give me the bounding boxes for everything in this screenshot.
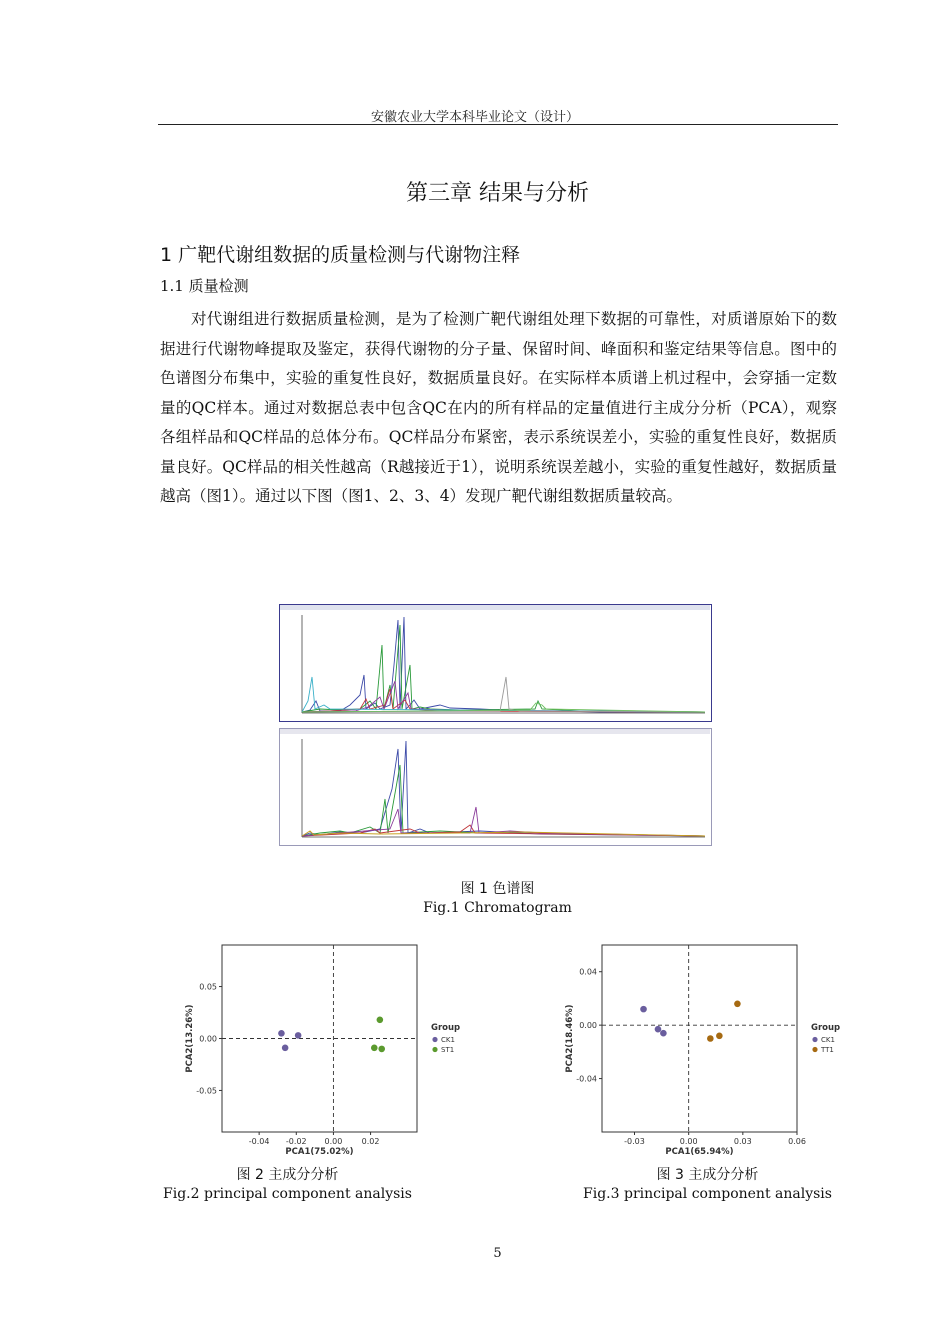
data-point-st1 xyxy=(378,1046,385,1053)
y-tick-label: 0.05 xyxy=(199,982,217,992)
chromatogram-panel-bottom xyxy=(279,728,712,846)
pca-chart-1 xyxy=(180,940,470,1162)
legend-swatch-st1 xyxy=(432,1047,437,1052)
y-tick-label: -0.04 xyxy=(576,1074,597,1084)
x-tick-label: 0.06 xyxy=(788,1137,806,1146)
section-title: 1 广靶代谢组数据的质量检测与代谢物注释 xyxy=(160,244,521,266)
figure2-caption-cn: 图 2 主成分分析 xyxy=(236,1167,339,1183)
figure3-caption-cn: 图 3 主成分分析 xyxy=(656,1167,759,1183)
legend-title: Group xyxy=(431,1023,461,1033)
x-tick-label: 0.03 xyxy=(733,1137,752,1146)
chromatogram-plot-bottom xyxy=(280,729,710,844)
data-point-ck1 xyxy=(295,1032,302,1039)
data-point-st1 xyxy=(377,1017,384,1024)
chapter-title: 第三章 结果与分析 xyxy=(406,181,589,206)
page-number: 5 xyxy=(493,1246,502,1261)
x-axis-label: PCA1(65.94%) xyxy=(665,1147,734,1157)
y-tick-label: 0.00 xyxy=(579,1021,597,1031)
x-tick-label: -0.04 xyxy=(248,1137,270,1146)
data-point-tt1 xyxy=(716,1033,723,1040)
legend-swatch-ck1 xyxy=(432,1037,437,1042)
header-rule xyxy=(158,124,838,125)
pca-chart-2 xyxy=(560,940,850,1162)
legend-label-tt1: TT1 xyxy=(821,1046,834,1054)
figure1-caption-cn: 图 1 色谱图 xyxy=(460,881,535,897)
y-tick-label: 0.04 xyxy=(579,967,597,977)
data-point-ck1 xyxy=(660,1030,667,1037)
legend-label-st1: ST1 xyxy=(441,1046,455,1054)
x-tick-label: 0.00 xyxy=(679,1137,698,1146)
y-tick-label: -0.05 xyxy=(196,1086,217,1096)
data-point-tt1 xyxy=(734,1000,741,1007)
y-axis-label: PCA2(13.26%) xyxy=(185,1004,195,1073)
chromatogram-figure xyxy=(279,604,712,848)
legend-swatch-tt1 xyxy=(812,1047,817,1052)
plot-frame xyxy=(602,945,797,1132)
figure1-caption-en: Fig.1 Chromatogram xyxy=(423,900,572,916)
figure3-caption-en: Fig.3 principal component analysis xyxy=(583,1186,832,1202)
chromatogram-plot-top xyxy=(280,605,710,720)
chromatogram-panel-top xyxy=(279,604,712,722)
subsection-title: 1.1 质量检测 xyxy=(160,277,249,295)
legend-label-ck1: CK1 xyxy=(441,1036,455,1044)
data-point-ck1 xyxy=(278,1030,285,1037)
legend-swatch-ck1 xyxy=(812,1037,817,1042)
data-point-tt1 xyxy=(707,1035,714,1042)
legend-title: Group xyxy=(811,1023,841,1033)
y-axis-label: PCA2(18.46%) xyxy=(565,1004,575,1073)
x-tick-label: -0.03 xyxy=(624,1137,645,1146)
body-paragraph: 对代谢组进行数据质量检测，是为了检测广靶代谢组处理下数据的可靠性，对质谱原始下的数据进行代谢物峰提取及鉴定，获得代谢物的分子量、保留时间、峰面积和鉴定结果等信息。图中的色谱图分布集中，实验的重复性良好，数据质量良好。在实际样本质谱上机过程中，会穿插一定数量的QC样本。通过对数据总表中包含QC在内的所有样品的定量值进行主成分分析（PCA），观察各组样品和QC样品的总体分布。QC样品分布紧密，表示系统误差小，实验的重复性良好，数据质量良好。QC样品的相关性越高（R越接近于1），说明系统误差越小，实验的重复性越好，数据质量越高（图1）。通过以下图（图1、2、3、4）发现广靶代谢组数据质量较高。 xyxy=(160,310,837,505)
data-point-ck1 xyxy=(282,1045,289,1052)
legend-label-ck1: CK1 xyxy=(821,1036,835,1044)
x-axis-label: PCA1(75.02%) xyxy=(285,1147,354,1157)
data-point-ck1 xyxy=(655,1026,662,1033)
x-tick-label: -0.02 xyxy=(285,1137,307,1146)
x-tick-label: 0.02 xyxy=(361,1137,380,1146)
data-point-ck1 xyxy=(640,1006,647,1013)
x-tick-label: 0.00 xyxy=(324,1137,343,1146)
y-tick-label: 0.00 xyxy=(199,1034,217,1044)
figure2-caption-en: Fig.2 principal component analysis xyxy=(163,1186,412,1202)
running-head: 安徽农业大学本科毕业论文（设计） xyxy=(370,110,579,125)
data-point-st1 xyxy=(371,1045,378,1052)
